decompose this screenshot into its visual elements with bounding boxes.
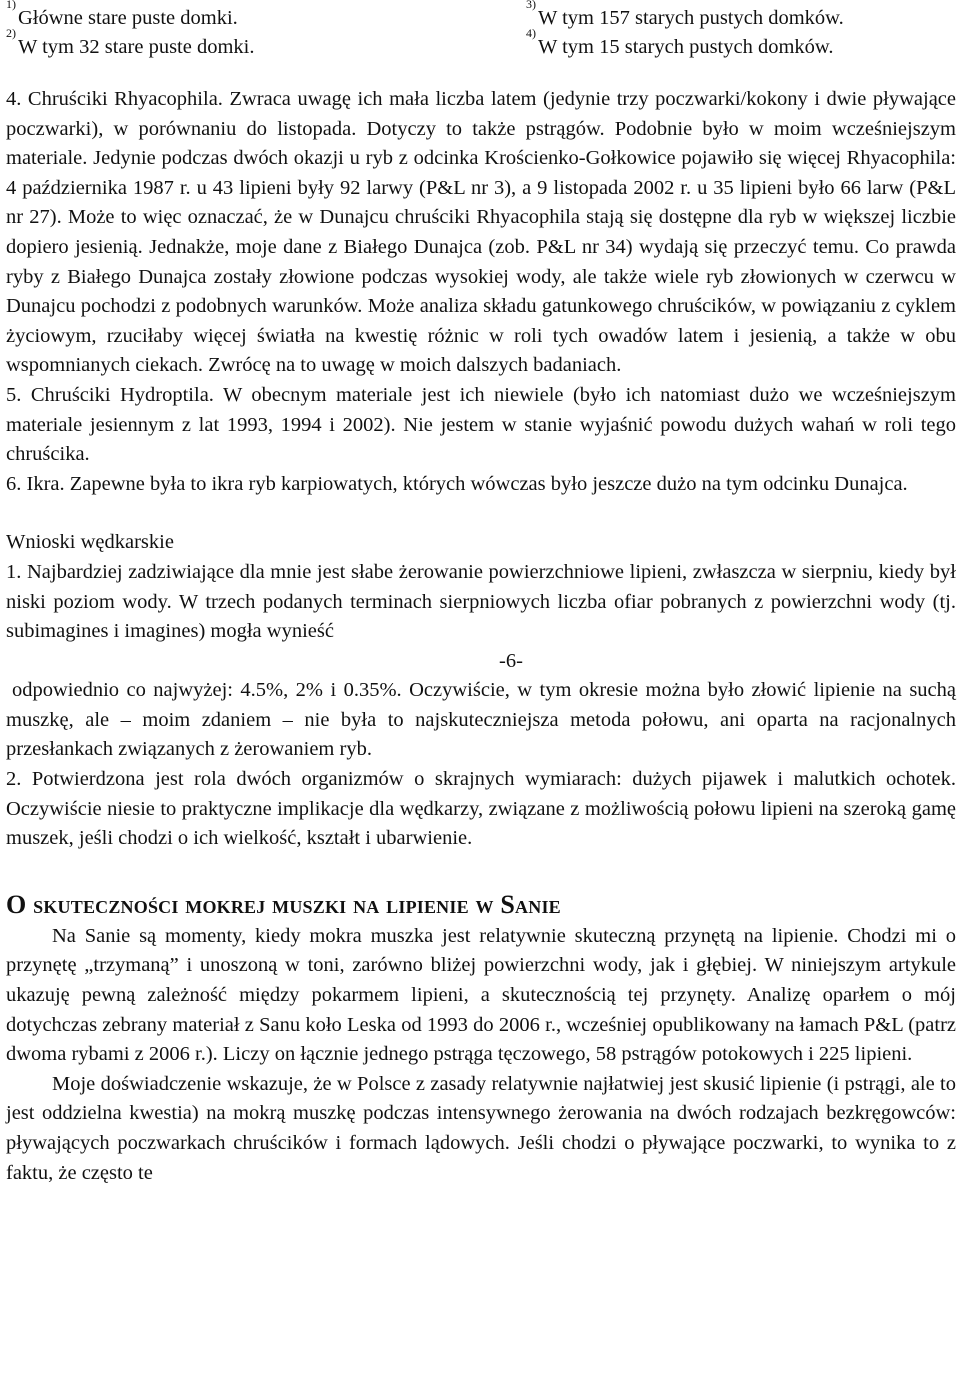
paragraph-ikra: 6. Ikra. Zapewne była to ikra ryb karpiowatych, których wówczas było jeszcze dużo na tym odcinku Dunajca. [6,472,908,495]
footnote: $^{3)}$W tym 157 starych pustych domków. [526,0,844,29]
footnote: $^{1)}$Główne stare puste domki. [6,0,238,29]
footnote: $^{4)}$W tym 15 starych pustych domków. [526,26,834,58]
conclusion-1-part-a: 1. Najbardziej zadziwiające dla mnie jest słabe żerowanie powierzchniowe lipieni, zwłaszcza w sierpniu, kiedy był niski poziom wody. W trzech podanych terminach sierpniowych liczba ofiar pobranych z powierzchni wody (tj. subimagines i imagines) mogła wynieść [6,560,956,643]
document-page [6,0,956,1188]
footnote: $^{2)}$W tym 32 stare puste domki. [6,26,255,58]
page-number: -6- [499,649,523,672]
article-paragraph: Na Sanie są momenty, kiedy mokra muszka jest relatywnie skuteczną przynętą na lipienie. Chodzi mi o przynętę „trzymaną” i unoszoną w toni, zarówno bliżej powierzchni wody, jak i głębiej. W niniejszym artykule ukazuję pewną zależność między pokarmem lipieni, a skutecznością tej przynęty. Analizę oparłem o mój dotychczas zebrany materiał z Sanu koło Leska od 1993 do 2006 r., wcześniej opublikowany na łamach P&L (patrz dwoma rybami z 2006 r.). Liczy on łącznie jednego pstrąga tęczowego, 58 pstrągów potokowych i 225 lipieni. [6,924,956,1066]
conclusion-2: 2. Potwierdzona jest rola dwóch organizmów o skrajnych wymiarach: dużych pijawek i malutkich ochotek. Oczywiście niesie to praktyczne implikacje dla wędkarzy, związane z możliwością połowu lipieni na szeroką gamę muszek, jeśli chodzi o ich wielkość, kształt i ubarwienie. [6,768,956,850]
conclusion-1-part-b: odpowiednio co najwyżej: 4.5%, 2% i 0.35%. Oczywiście, w tym okresie można było złowić lipienie na suchą muszkę, ale – moim zdaniem – nie była to najskuteczniejsza metoda połowu, ani oparta na racjonalnych przesłankach związanych z żerowaniem ryb. [6,679,956,761]
footnote-row [6,0,956,27]
paragraph-hydroptila: 5. Chruściki Hydroptila. W obecnym materiale jest ich niewiele (było ich natomiast dużo we wcześniejszym materiale jesiennym z lat 1993, 1994 i 2002). Nie jestem w stanie wyjaśnić powodu dużych wahań w roli tego chruścika. [6,383,956,466]
spacer [6,499,956,528]
article-paragraph: Moje doświadczenie wskazuje, że w Polsce z zasady relatywnie najłatwiej jest skusić lipienie (i pstrągi, ale to jest oddzielna kwestia) na mokrą muszkę podczas intensywnego żerowania na dwóch rodzajach bezkręgowców: pływających poczwarkach chruścików i formach lądowych. Jeśli chodzi o pływające poczwarki, to wynika to z faktu, że często te [6,1072,956,1184]
footnote-row [6,27,956,56]
paragraph-rhyacophila: 4. Chruściki Rhyacophila. Zwraca uwagę ich mała liczba latem (jedynie trzy poczwarki/kokony i dwie pływające poczwarki), w porównaniu do listopada. Dotyczy to także pstrągów. Podobnie było w moim wcześniejszym materiale. Jedynie podczas dwóch okazji u ryb z odcinka Krościenko-Gołkowice pojawiło się więcej Rhyacophila: 4 października 1987 r. u 43 lipieni były 92 larwy (P&L nr 3), a 9 listopada 2002 r. u 35 lipieni było 66 larw (P&L nr 27). Może to więc oznaczać, że w Dunajcu chruściki Rhyacophila stają się dostępne dla ryb w większej liczbie dopiero jesienią. Jednakże, moje dane z Białego Dunajca (zob. P&L nr 34) wydają się przeczyć temu. Co prawda ryby z Białego Dunajca zostały złowione podczas wysokiej wody, ale także wiele ryb złowionych w czerwcu w Dunajcu pochodzi z podobnych warunków. Może analiza składu gatunkowego chruścików, w powiązaniu z cyklem życiowym, rzuciłaby więcej światła na kwestię różnic w roli tych owadów latem i jesienią, a także w obu wspomnianych ciekach. Zwrócę na to uwagę w moich dalszych badaniach. [6,88,956,377]
spacer [6,854,956,888]
conclusions-heading: Wnioski wędkarskie [6,531,174,554]
article-title: O skuteczności mokrej muszki na lipienie w Sanie [6,889,561,919]
